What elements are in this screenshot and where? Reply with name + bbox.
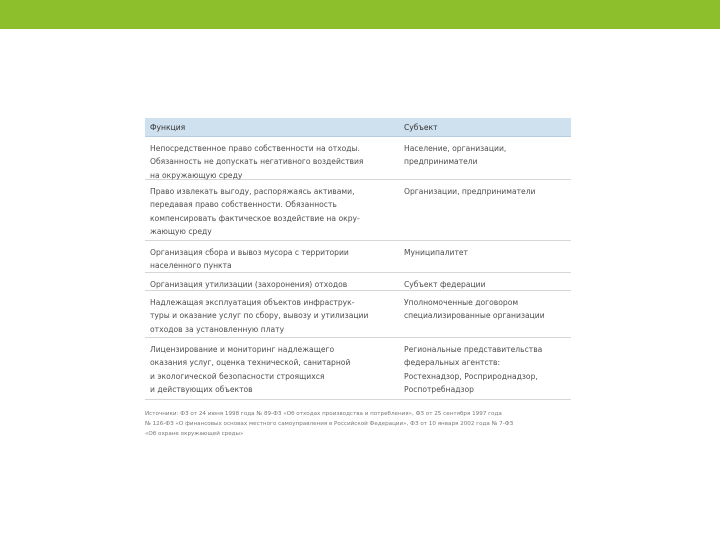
table-row <box>145 338 571 400</box>
cell-line: Субъект федерации <box>404 280 486 289</box>
cell-function <box>145 185 397 240</box>
table-row <box>145 273 571 291</box>
cell-line: Надлежащая эксплуатация объектов инфраструк- <box>150 298 355 307</box>
cell-subject <box>397 142 571 179</box>
table-body <box>145 137 571 400</box>
table-row <box>145 241 571 273</box>
cell-line: передавая право собственности. Обязанность <box>150 200 337 210</box>
cell-line: Организации, предприниматели <box>404 187 536 196</box>
cell-function <box>145 343 397 399</box>
sources-line: № 126-ФЗ «О финансовых основах местного самоуправления в Российской Федерации», ФЗ от 10 января 2002 года № 7-ФЗ <box>145 421 514 427</box>
cell-line: федеральных агентств: <box>404 358 501 368</box>
cell-subject <box>397 278 571 290</box>
cell-subject <box>397 246 571 272</box>
cell-subject <box>397 185 571 240</box>
cell-subject <box>397 343 571 399</box>
cell-line: и экологической безопасности строящихся <box>150 371 325 381</box>
sources-line: «Об охране окружающей среды» <box>145 431 244 437</box>
sources-note <box>145 409 575 439</box>
cell-line: Региональные представительства <box>404 345 543 354</box>
cell-function <box>145 246 397 272</box>
cell-line: Роспотребнадзор <box>404 385 474 395</box>
cell-line: Население, организации, <box>404 144 507 153</box>
header-subject: Субъект <box>404 122 438 132</box>
cell-line: и действующих объектов <box>150 385 253 395</box>
cell-line: Лицензирование и мониторинг надлежащего <box>150 345 335 354</box>
header-function: Функция <box>150 122 186 132</box>
cell-line: Организация сбора и вывоз мусора с территории <box>150 248 349 257</box>
cell-function <box>145 296 397 337</box>
cell-line: оказания услуг, оценка технической, санитарной <box>150 358 351 368</box>
cell-line: Организация утилизации (захоронения) отходов <box>150 280 348 289</box>
cell-line: отходов за установленную плату <box>150 324 285 334</box>
table-row <box>145 180 571 241</box>
cell-line: Муниципалитет <box>404 248 468 257</box>
table-row <box>145 291 571 338</box>
cell-line: туры и оказание услуг по сбору, вывозу и утилизации <box>150 311 369 321</box>
cell-line: Обязанность не допускать негативного воздействия <box>150 157 364 167</box>
sources-line: Источники: ФЗ от 24 июня 1998 года № 89-ФЗ «Об отходах производства и потребления», ФЗ от 25 сентября 1997 года <box>145 411 502 417</box>
cell-line: компенсировать фактическое воздействие на окру- <box>150 213 360 223</box>
functions-table <box>145 118 571 400</box>
table-row <box>145 137 571 180</box>
cell-line: Ростехнадзор, Росприроднадзор, <box>404 371 538 381</box>
cell-line: предприниматели <box>404 157 478 167</box>
cell-subject <box>397 296 571 337</box>
cell-line: Непосредственное право собственности на отходы. <box>150 144 360 153</box>
cell-line: на окружающую среду <box>150 170 243 180</box>
cell-line: жающую среду <box>150 227 212 237</box>
cell-function <box>145 278 397 290</box>
cell-line: населенного пункта <box>150 261 232 271</box>
table-header <box>145 118 571 137</box>
cell-line: Уполномоченные договором <box>404 298 519 307</box>
cell-line: специализированные организации <box>404 311 545 321</box>
cell-function <box>145 142 397 179</box>
top-accent-bar <box>0 0 720 29</box>
cell-line: Право извлекать выгоду, распоряжаясь активами, <box>150 187 355 196</box>
